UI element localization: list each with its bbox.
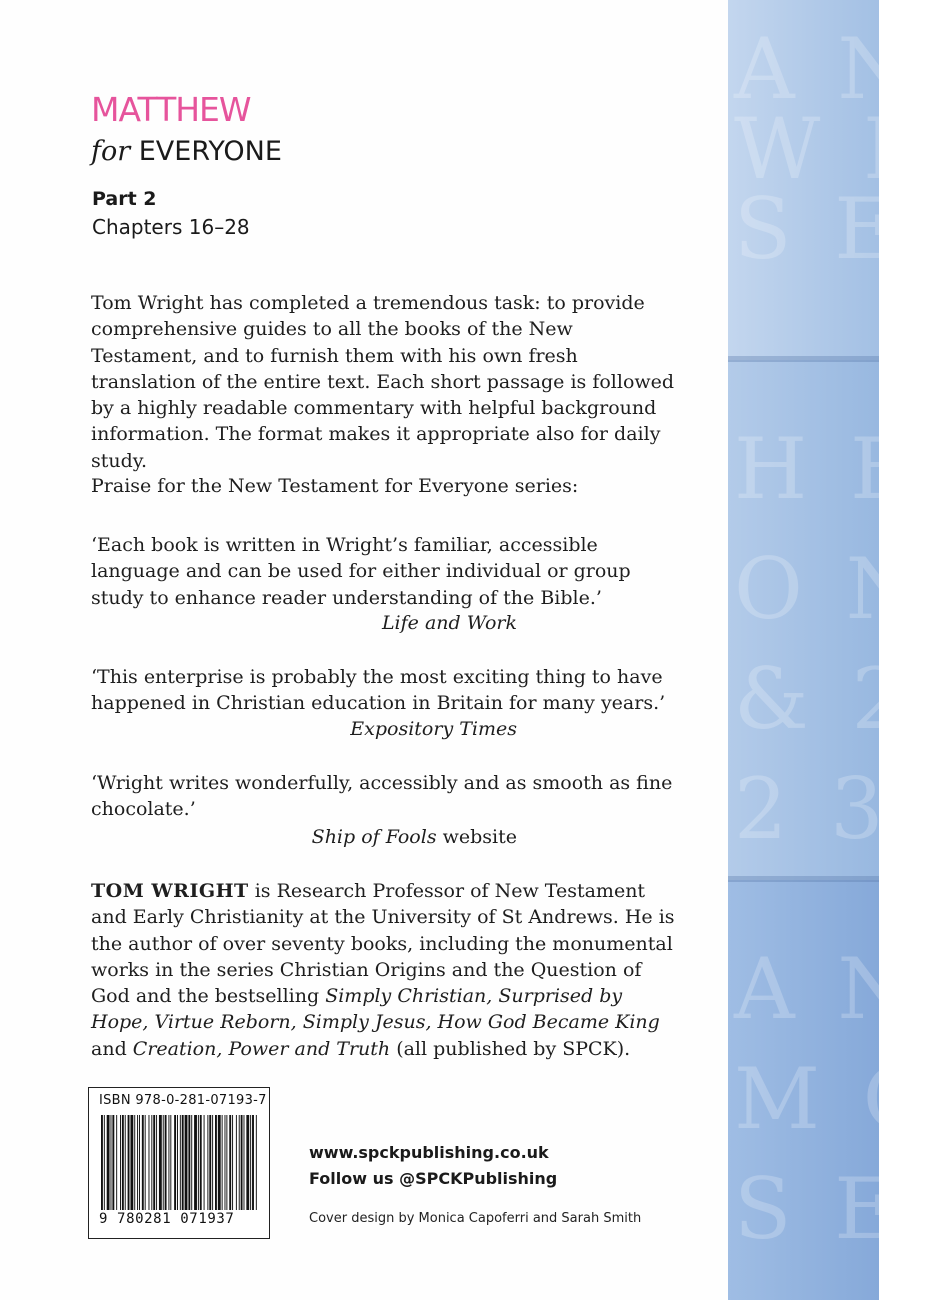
author-and: and — [91, 1037, 133, 1060]
publisher-social: Follow us @SPCKPublishing — [309, 1169, 558, 1188]
spine-divider-2 — [728, 876, 879, 882]
author-name: TOM WRIGHT — [91, 880, 249, 902]
quote-2: ‘This enterprise is probably the most exciting thing to have happened in Christian education in Britain for many years.’ — [91, 666, 666, 715]
spine-letters-3: S E — [734, 180, 904, 278]
spine-letters-1: A N — [734, 20, 919, 118]
quote-1: ‘Each book is written in Wright’s familiar, accessible language and can be used for either individual or group study to enhance reader understanding of the Bible.’ — [91, 534, 631, 609]
quote-1-source — [382, 612, 517, 634]
subtitle-for: for — [91, 136, 131, 167]
barcode-image — [99, 1115, 259, 1210]
isbn-barcode-box — [88, 1087, 270, 1239]
author-bio — [91, 878, 681, 1062]
isbn-label: ISBN 978-0-281-07193-7 — [99, 1093, 267, 1108]
quote-2-source-title: Expository Times — [350, 718, 517, 740]
spine-divider-1 — [728, 356, 879, 362]
quote-3-source — [312, 826, 517, 848]
quote-3: ‘Wright writes wonderfully, accessibly and as smooth as fine chocolate.’ — [91, 772, 673, 821]
spine-letters-2: W I — [734, 100, 905, 198]
spine-letters-6: & 2 — [734, 650, 913, 748]
author-work-last: Creation, Power and Truth — [132, 1037, 391, 1060]
quote-1-source-title: Life and Work — [381, 612, 517, 634]
publisher-website: www.spckpublishing.co.uk — [309, 1143, 549, 1162]
blurb-paragraph: Tom Wright has completed a tremendous task: to provide comprehensive guides to all the books of the New Testament, and to furnish them with his own fresh translation of the entire text. Each short passage is followed by a highly readable commentary with helpful background information. The format makes it appropriate also for daily study. — [91, 292, 675, 472]
book-title: MATTHEW — [91, 90, 251, 129]
spine-letters-10: S E — [734, 1160, 904, 1258]
cover-credit: Cover design by Monica Capoferri and Sarah Smith — [309, 1211, 642, 1226]
book-subtitle — [91, 136, 282, 167]
praise-intro: Praise for the New Testament for Everyone series: — [91, 475, 579, 497]
spine-letters-9: M C — [734, 1050, 935, 1148]
spine-letters-5: O N — [734, 540, 928, 638]
author-bio-text-2: (all published by SPCK). — [390, 1037, 631, 1060]
subtitle-everyone: EVERYONE — [138, 136, 282, 167]
part-label: Part 2 — [92, 188, 157, 210]
quote-3-source-suffix: website — [436, 826, 517, 848]
spine-letters-8: A N — [734, 940, 919, 1038]
author-works: Simply Christian, Surprised by Hope, Virtue Reborn, Simply Jesus, How God Became King — [91, 985, 660, 1034]
spine-letters-4: H E — [734, 420, 920, 518]
barcode-digits: 9 780281 071937 — [99, 1211, 235, 1227]
chapters-label: Chapters 16–28 — [92, 215, 250, 239]
author-bio-text-1: is Research Professor of New Testament and Early Christianity at the University of St Andrews. He is the author of over seventy books, including the monumental works in the series Christian Origins and the Question of God and the bestselling — [91, 880, 675, 1008]
quote-3-source-title: Ship of Fools — [311, 826, 437, 848]
spine-letters-7: 2 3 — [734, 760, 892, 858]
front-cover-edge — [728, 0, 935, 1300]
quote-2-source — [350, 718, 517, 740]
